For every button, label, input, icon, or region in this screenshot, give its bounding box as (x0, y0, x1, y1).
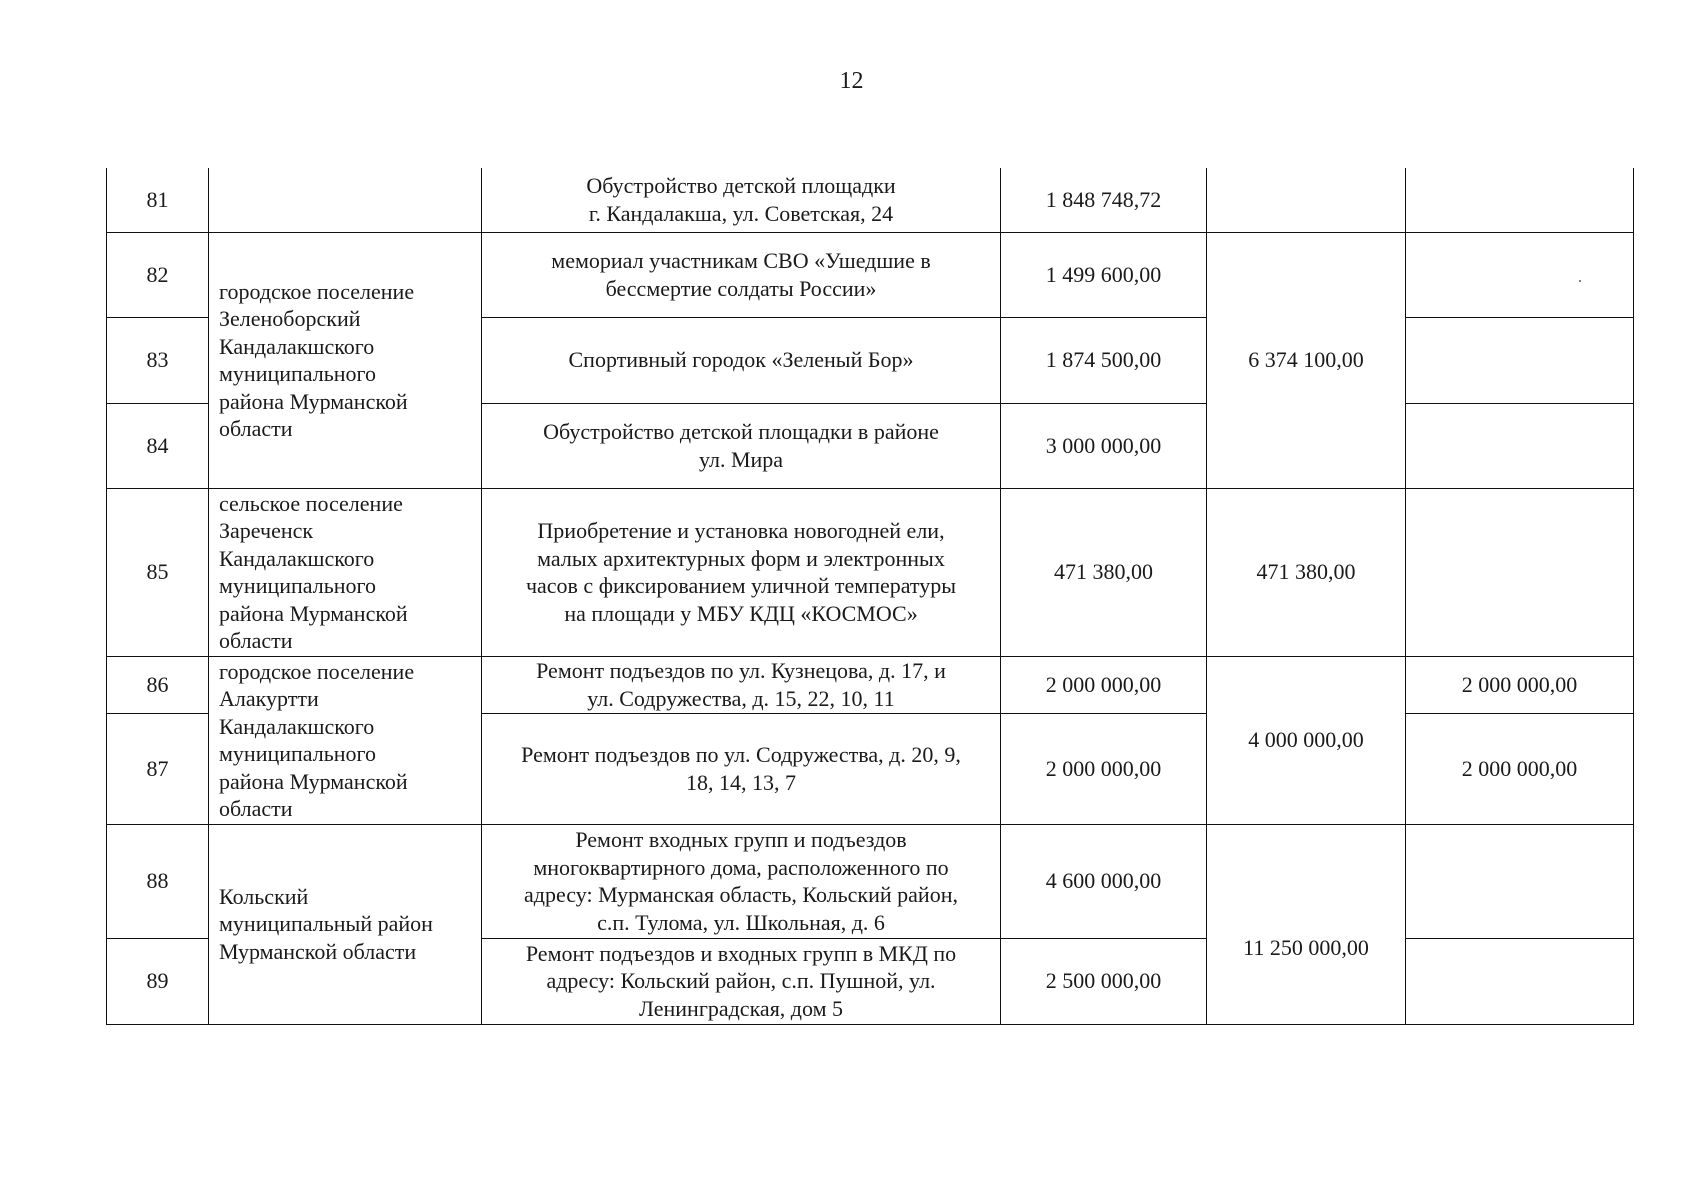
object-amount: 2 500 000,00 (1001, 938, 1207, 1024)
row-number: 88 (107, 824, 209, 938)
municipality-name: Кольский муниципальный район Мурманской области (209, 824, 482, 1024)
row-number: 87 (107, 713, 209, 824)
funding-table (106, 168, 1634, 1025)
municipality-total: 6 374 100,00 (1207, 232, 1406, 488)
scan-speck (1579, 280, 1581, 282)
extra-amount (1406, 938, 1634, 1024)
object-description: Обустройство детской площадки в районе ул. Мира (482, 403, 1001, 488)
row-number: 81 (107, 168, 209, 232)
object-description: Ремонт подъездов по ул. Содружества, д. 20, 9, 18, 14, 13, 7 (482, 713, 1001, 824)
municipality-total-empty (1207, 168, 1406, 232)
row-number: 83 (107, 317, 209, 403)
table-row (107, 232, 1634, 317)
extra-amount (1406, 232, 1634, 317)
extra-amount: 2 000 000,00 (1406, 713, 1634, 824)
extra-amount (1406, 168, 1634, 232)
object-amount: 471 380,00 (1001, 488, 1207, 656)
row-number: 86 (107, 656, 209, 713)
object-description: Ремонт подъездов по ул. Кузнецова, д. 17, и ул. Содружества, д. 15, 22, 10, 11 (482, 656, 1001, 713)
object-description: Спортивный городок «Зеленый Бор» (482, 317, 1001, 403)
extra-amount (1406, 488, 1634, 656)
object-description: Приобретение и установка новогодней ели, малых архитектурных форм и электронных часов с фиксированием уличной температуры на площади у МБУ КДЦ «КОСМОС» (482, 488, 1001, 656)
table-row (107, 656, 1634, 713)
object-amount: 4 600 000,00 (1001, 824, 1207, 938)
extra-amount (1406, 317, 1634, 403)
extra-amount (1406, 403, 1634, 488)
object-description: Обустройство детской площадки г. Кандалакша, ул. Советская, 24 (482, 168, 1001, 232)
object-amount: 2 000 000,00 (1001, 656, 1207, 713)
object-description: Ремонт подъездов и входных групп в МКД по адресу: Кольский район, с.п. Пушной, ул. Ленинградская, дом 5 (482, 938, 1001, 1024)
municipality-total: 11 250 000,00 (1207, 824, 1406, 1024)
extra-amount (1406, 824, 1634, 938)
object-description: Ремонт входных групп и подъездов многоквартирного дома, расположенного по адресу: Мурманская область, Кольский район, с.п. Тулома, ул. Школьная, д. 6 (482, 824, 1001, 938)
municipality-name: сельское поселение Зареченск Кандалакшского муниципального района Мурманской области (209, 488, 482, 656)
object-amount: 2 000 000,00 (1001, 713, 1207, 824)
municipality-total: 471 380,00 (1207, 488, 1406, 656)
row-number: 84 (107, 403, 209, 488)
table-row (107, 168, 1634, 232)
table-row (107, 488, 1634, 656)
row-number: 82 (107, 232, 209, 317)
municipality-cell-empty (209, 168, 482, 232)
object-description: мемориал участникам СВО «Ушедшие в бессмертие солдаты России» (482, 232, 1001, 317)
municipality-name: городское поселение Зеленоборский Кандалакшского муниципального района Мурманской области (209, 232, 482, 488)
municipality-name: городское поселение Алакуртти Кандалакшского муниципального района Мурманской области (209, 656, 482, 824)
page-number: 12 (839, 68, 864, 94)
municipality-total: 4 000 000,00 (1207, 656, 1406, 824)
object-amount: 1 874 500,00 (1001, 317, 1207, 403)
object-amount: 1 848 748,72 (1001, 168, 1207, 232)
object-amount: 3 000 000,00 (1001, 403, 1207, 488)
row-number: 89 (107, 938, 209, 1024)
row-number: 85 (107, 488, 209, 656)
object-amount: 1 499 600,00 (1001, 232, 1207, 317)
extra-amount: 2 000 000,00 (1406, 656, 1634, 713)
table-row (107, 824, 1634, 938)
